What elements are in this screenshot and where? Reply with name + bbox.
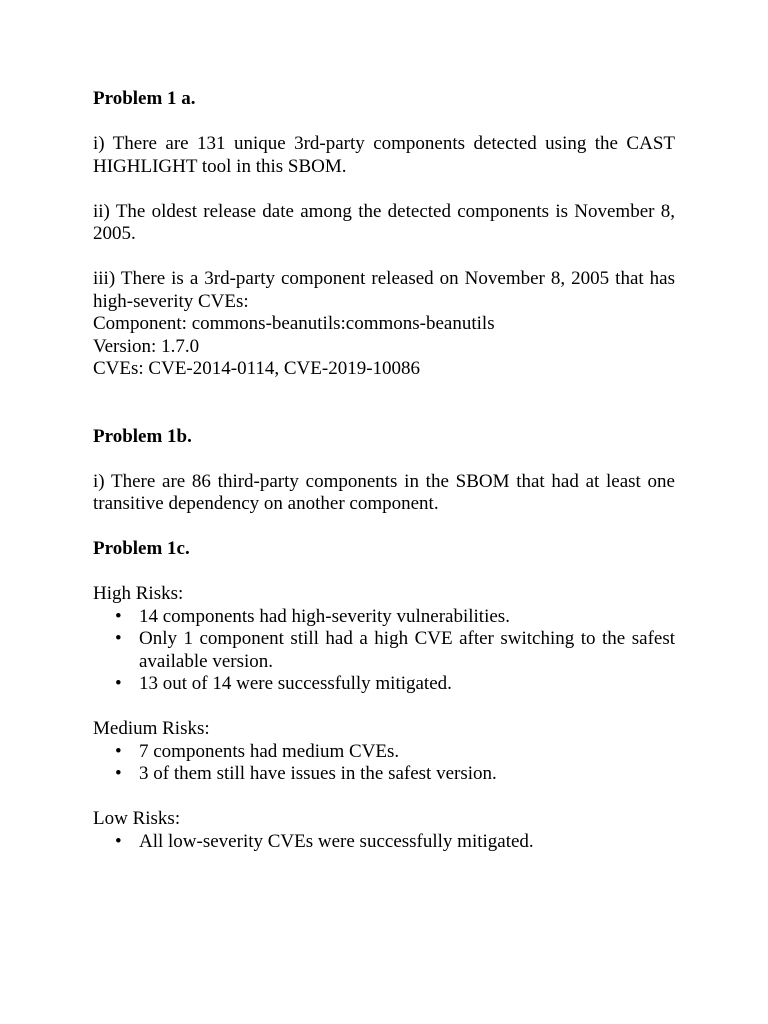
low-risk-item: All low-severity CVEs were successfully mitigated.	[139, 830, 534, 852]
problem-1a-heading: Problem 1 a.	[93, 88, 196, 109]
list-item	[93, 673, 675, 696]
problem-1b-item-i: i) There are 86 third-party components in the SBOM that had at least one transitive dependency on another component.	[93, 470, 675, 514]
high-risk-item: 14 components had high-severity vulnerabilities.	[139, 605, 510, 627]
spacer	[93, 178, 675, 201]
medium-risks-label: Medium Risks:	[93, 718, 210, 739]
spacer	[93, 696, 675, 719]
bullet-icon: •	[115, 605, 122, 627]
high-risk-item: 13 out of 14 were successfully mitigated.	[139, 673, 452, 694]
list-item	[93, 763, 675, 786]
spacer	[93, 561, 675, 584]
spacer	[93, 111, 675, 134]
high-risks-label: High Risks:	[93, 583, 184, 604]
spacer	[93, 786, 675, 809]
low-risks-label: Low Risks:	[93, 808, 181, 829]
spacer	[93, 246, 675, 269]
bullet-icon: •	[115, 673, 122, 694]
bullet-icon: •	[115, 628, 122, 649]
component-line: Component: commons-beanutils:commons-beanutils	[93, 313, 495, 334]
problem-1b-heading: Problem 1b.	[93, 425, 192, 447]
list-item	[93, 606, 675, 629]
problem-1a-item-ii: ii) The oldest release date among the detected components is November 8, 2005.	[93, 200, 675, 244]
bullet-icon: •	[115, 830, 122, 852]
low-risks-list	[93, 831, 675, 854]
high-risk-item: Only 1 component still had a high CVE after switching to the safest available version.	[139, 628, 675, 672]
list-item	[93, 741, 675, 764]
spacer	[93, 516, 675, 539]
problem-1c-heading: Problem 1c.	[93, 538, 190, 559]
problem-1a-item-i: i) There are 131 unique 3rd-party components detected using the CAST HIGHLIGHT tool in this SBOM.	[93, 133, 675, 177]
version-line: Version: 1.7.0	[93, 335, 200, 357]
spacer	[93, 448, 675, 471]
list-item	[93, 831, 675, 854]
high-risks-list	[93, 606, 675, 696]
medium-risk-item: 3 of them still have issues in the safest version.	[139, 763, 497, 784]
medium-risks-list	[93, 741, 675, 786]
cves-line: CVEs: CVE-2014-0114, CVE-2019-10086	[93, 358, 421, 379]
list-item	[93, 628, 675, 673]
spacer	[93, 381, 675, 426]
bullet-icon: •	[115, 740, 122, 762]
problem-1a-item-iii: iii) There is a 3rd-party component released on November 8, 2005 that has high-severity CVEs:	[93, 268, 675, 312]
medium-risk-item: 7 components had medium CVEs.	[139, 740, 400, 762]
bullet-icon: •	[115, 763, 122, 784]
document-page	[93, 88, 675, 853]
